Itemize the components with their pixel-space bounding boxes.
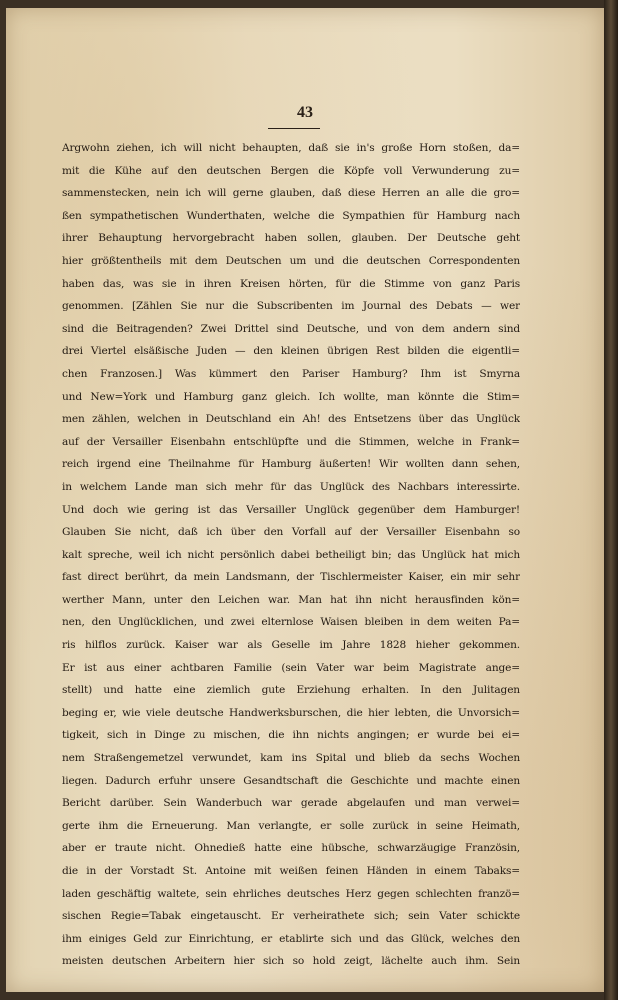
text-line: sischen Regie=Tabak eingetauscht. Er verheirathete sich; sein Vater schickte [62, 910, 520, 923]
text-line: Bericht darüber. Sein Wanderbuch war gerade abgelaufen und man verwei= [62, 797, 520, 810]
book-binding-edge [604, 0, 618, 1000]
text-line: ihrer Behauptung hervorgebracht haben sollen, glauben. Der Deutsche geht [62, 232, 520, 245]
text-line: fast direct berührt, da mein Landsmann, der Tischlermeister Kaiser, ein mir sehr [62, 571, 520, 584]
text-line: chen Franzosen.] Was kümmert den Pariser Hamburg? Ihm ist Smyrna [62, 367, 520, 380]
text-line: die in der Vorstadt St. Antoine mit weißen feinen Händen in einem Tabaks= [62, 865, 520, 877]
text-line: auf der Versailler Eisenbahn entschlüpfte und die Stimmen, welche in Frank= [62, 435, 520, 448]
text-line: aber er traute nicht. Ohnedieß hatte eine hübsche, schwarzäugige Französin, [62, 842, 520, 855]
text-line: nem Straßengemetzel verwundet, kam ins Spital und blieb da sechs Wochen [62, 752, 520, 765]
text-line: nen, den Unglücklichen, und zwei elternlose Waisen bleiben in dem weiten Pa= [62, 616, 520, 629]
text-line: laden geschäftig waltete, sein ehrliches deutsches Herz gegen schlechten franzö= [62, 887, 520, 900]
text-line: Und doch wie gering ist das Versailler Unglück gegenüber dem Hamburger! [62, 503, 520, 516]
text-line: meisten deutschen Arbeitern hier sich so hold zeigt, lächelte auch ihm. Sein [62, 955, 520, 968]
header-rule [268, 128, 320, 129]
text-line: und New=York und Hamburg ganz gleich. Ich wollte, man könnte die Stim= [62, 390, 520, 403]
text-line: drei Viertel elsäßische Juden — den kleinen übrigen Rest bilden die eigentli= [62, 345, 520, 358]
book-page [6, 8, 604, 992]
text-line: beging er, wie viele deutsche Handwerksburschen, die hier lebten, die Unvorsich= [62, 706, 520, 719]
text-line: stellt) und hatte eine ziemlich gute Erziehung erhalten. In den Julitagen [62, 684, 520, 697]
text-line: liegen. Dadurch erfuhr unsere Gesandtschaft die Geschichte und machte einen [62, 774, 520, 787]
text-line: ihm einiges Geld zur Einrichtung, er etablirte sich und das Glück, welches den [62, 932, 520, 945]
text-line: sind die Beitragenden? Zwei Drittel sind Deutsche, und von dem andern sind [62, 322, 520, 335]
text-line: tigkeit, sich in Dinge zu mischen, die ihn nichts angingen; er wurde bei ei= [62, 729, 520, 742]
page-number: 43 [297, 104, 313, 121]
body-text [62, 137, 520, 973]
text-line: Glauben Sie nicht, daß ich über den Vorfall auf der Versailler Eisenbahn so [62, 526, 520, 539]
text-line: ris hilflos zurück. Kaiser war als Geselle im Jahre 1828 hieher gekommen. [62, 639, 520, 652]
text-line: ßen sympathetischen Wunderthaten, welche die Sympathien für Hamburg nach [62, 209, 520, 222]
text-line: in welchem Lande man sich mehr für das Unglück des Nachbars interessirte. [62, 480, 520, 493]
text-line: gerte ihm die Erneuerung. Man verlangte, er solle zurück in seine Heimath, [62, 819, 520, 832]
text-line: sammenstecken, nein ich will gerne glauben, daß diese Herren an alle die gro= [62, 187, 520, 200]
text-line: haben das, was sie in ihren Kreisen hörten, für die Stimme von ganz Paris [62, 277, 520, 290]
text-line: kalt spreche, weil ich nicht persönlich dabei betheiligt bin; das Unglück hat mich [62, 548, 520, 561]
text-line: reich irgend eine Theilnahme für Hamburg äußerten! Wir wollten dann sehen, [62, 458, 520, 471]
text-line: Argwohn ziehen, ich will nicht behaupten, daß sie in's große Horn stoßen, da= [62, 142, 520, 154]
text-line: hier größtentheils mit dem Deutschen um und die deutschen Correspondenten [62, 254, 520, 267]
text-line: Er ist aus einer achtbaren Familie (sein Vater war beim Magistrate ange= [62, 661, 520, 674]
text-line: mit die Kühe auf den deutschen Bergen die Köpfe voll Verwunderung zu= [62, 164, 520, 177]
text-line: men zählen, welchen in Deutschland ein Ah! des Entsetzens über das Unglück [62, 413, 520, 426]
text-line: genommen. [Zählen Sie nur die Subscribenten im Journal des Debats — wer [62, 300, 520, 313]
text-line: werther Mann, unter den Leichen war. Man hat ihn nicht herausfinden kön= [62, 593, 520, 606]
